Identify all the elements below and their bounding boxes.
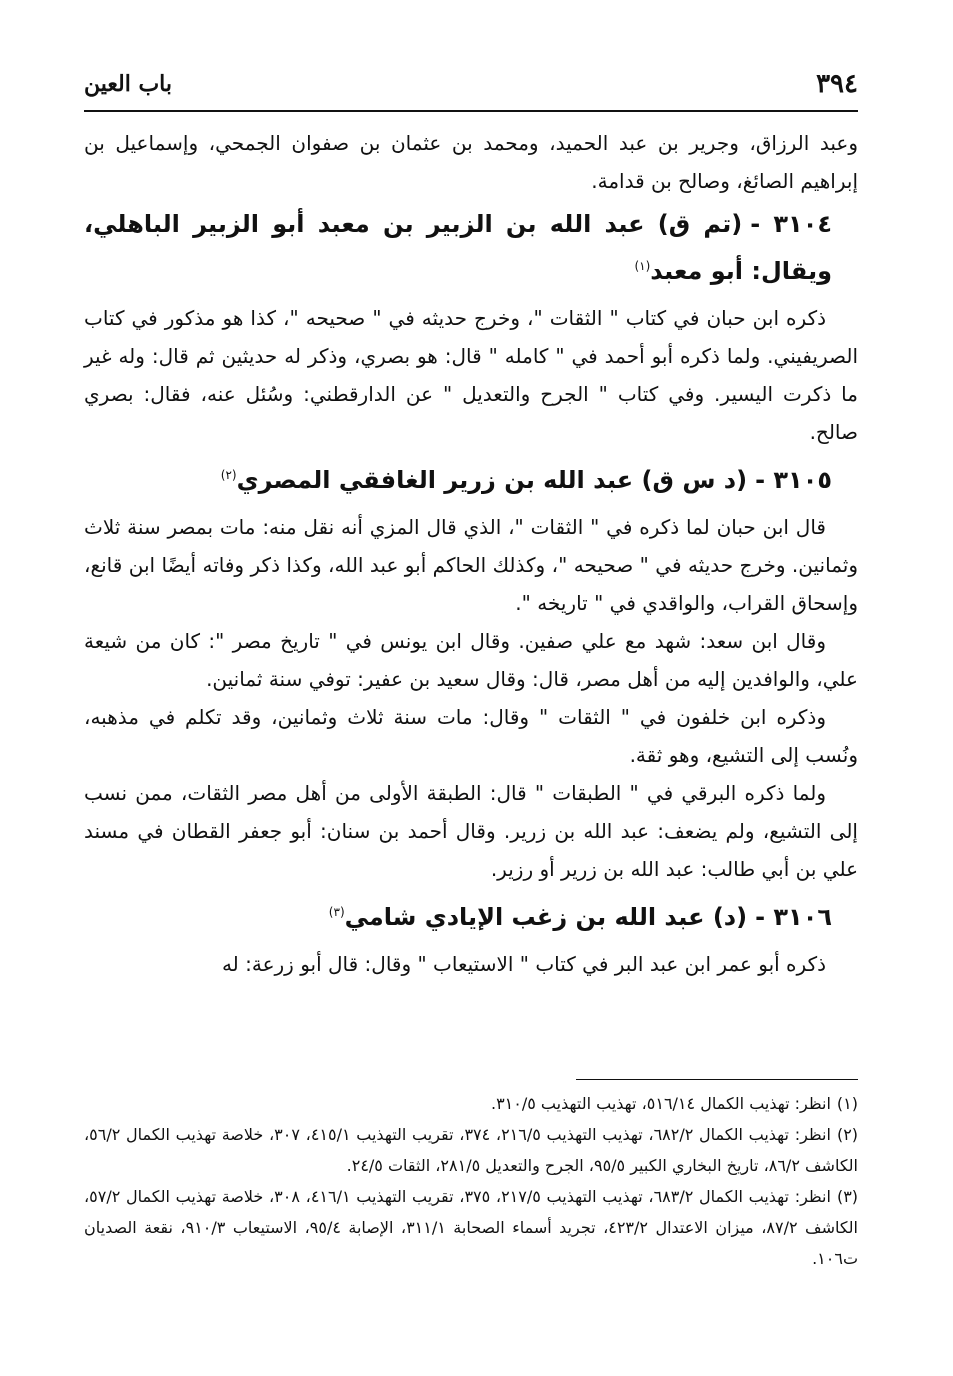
footnote-text: انظر: تهذيب الكمال ٦٨٣/٢، تهذيب التهذيب ٢١٧/٥، ٣٧٥، تقريب التهذيب ٤١٦/١، ٣٠٨، خلاصة تهذيب الكمال ٥٧/٢، الكاشف ٨٧/٢، ميزان الاعتدال ٤٢٣/٢، تجريد أسماء الصحابة ٣١١/١، الإصابة ٩٥/٤، الاستيعاب ٩١٠/٣، نقعة الصديان ت١٠٦. xyxy=(84,1187,859,1268)
footnote-3 xyxy=(84,1181,858,1274)
running-head xyxy=(84,66,858,106)
entry-3105-paragraph-4: ولما ذكره البرقي في " الطبقات " قال: الطبقة الأولى من أهل مصر الثقات، ممن نسب إلى التشيع، ولم يضعف: عبد الله بن زرير. وقال أحمد بن سنان: أبو جعفر القطان في مسند علي بن أبي طالب: عبد الله بن زرير أو رزير. xyxy=(84,781,858,881)
entry-title: (د س ق) عبد الله بن زرير الغافقي المصري xyxy=(236,466,748,494)
main-text xyxy=(84,124,858,983)
entry-title: (د) عبد الله بن زغب الإيادي شامي xyxy=(344,903,748,931)
entry-3105-paragraph-2: وقال ابن سعد: شهد مع علي صفين. وقال ابن يونس في " تاريخ مصر ": كان من شيعة علي، والوافدين إليه من أهل مصر، قال: وقال سعيد بن عفير: توفي سنة ثمانين. xyxy=(84,629,858,691)
footnote-text: انظر: تهذيب الكمال ٦٨٢/٢، تهذيب التهذيب ٢١٦/٥، ٣٧٤، تقريب التهذيب ٤١٥/١، ٣٠٧، خلاصة تهذيب الكمال ٥٦/٢، الكاشف ٨٦/٢، تاريخ البخاري الكبير ٩٥/٥، الجرح والتعديل ٢٨١/٥، الثقات ٢٤/٥. xyxy=(84,1125,858,1175)
entry-number: ٣١٠٤ - xyxy=(750,210,832,238)
entry-3105-paragraph-1: قال ابن حبان لما ذكره في " الثقات "، الذي قال المزي أنه نقل منه: مات بمصر سنة ثلاث وثمانين. وخرج حديثه في " صحيحه "، وكذلك الحاكم أبو عبد الله، وكذا ذكر وفاته أيضًا ابن قانع، وإسحاق القراب، والواقدي في " تاريخه ". xyxy=(84,515,858,615)
entry-3106-paragraph: ذكره أبو عمر ابن عبد البر في كتاب " الاستيعاب " وقال: قال أبو زرعة: له xyxy=(221,952,826,976)
footnote-text: انظر: تهذيب الكمال ٥١٦/١٤، تهذيب التهذيب ٣١٠/٥. xyxy=(490,1094,831,1113)
entry-3104-paragraph: ذكره ابن حبان في كتاب " الثقات "، وخرج حديثه في " صحيحه "، كذا هو مذكور في كتاب الصريفيني. ولما ذكره أبو أحمد في " كامله " قال: هو بصري، وذكر له حديثين ثم قال: وله غير ما ذكرت اليسير. وفي كتاب " الجرح والتعديل " عن الدارقطني: وسُئل عنه، فقال: بصري صالح. xyxy=(84,306,858,444)
footnote-2 xyxy=(84,1119,858,1181)
continuation-paragraph: وعبد الرزاق، وجرير بن عبد الحميد، ومحمد بن عثمان بن صفوان الجمحي، وإسماعيل بن إبراهيم الصائغ، وصالح بن قدامة. xyxy=(84,131,858,193)
entry-number: ٣١٠٥ - xyxy=(755,466,832,494)
entry-title: (تم ق) عبد الله بن الزبير بن معبد أبو الزبير الباهلي، ويقال: أبو معبد xyxy=(84,210,832,285)
footnotes xyxy=(84,1088,858,1274)
page-number: ٣٩٤ xyxy=(816,69,858,99)
header-divider xyxy=(84,110,858,112)
footnote-label: (٢) xyxy=(836,1125,859,1144)
footnote-label: (٣) xyxy=(836,1187,859,1206)
chapter-title: باب العين xyxy=(84,71,173,97)
entry-heading-3106 xyxy=(84,891,858,938)
footnote-1 xyxy=(84,1088,858,1119)
footnote-divider xyxy=(576,1079,858,1080)
footnote-label: (١) xyxy=(836,1094,858,1113)
footnote-marker: (١) xyxy=(634,259,651,273)
entry-number: ٣١٠٦ - xyxy=(755,903,832,931)
entry-heading-3105 xyxy=(84,454,858,501)
footnote-marker: (٢) xyxy=(220,468,237,482)
footnote-marker: (٣) xyxy=(328,905,345,919)
entry-3105-paragraph-3: وذكره ابن خلفون في " الثقات " وقال: مات سنة ثلاث وثمانين، وقد تكلم في مذهبه، ونُسب إلى التشيع، وهو ثقة. xyxy=(84,705,858,767)
entry-heading-3104 xyxy=(84,203,858,292)
